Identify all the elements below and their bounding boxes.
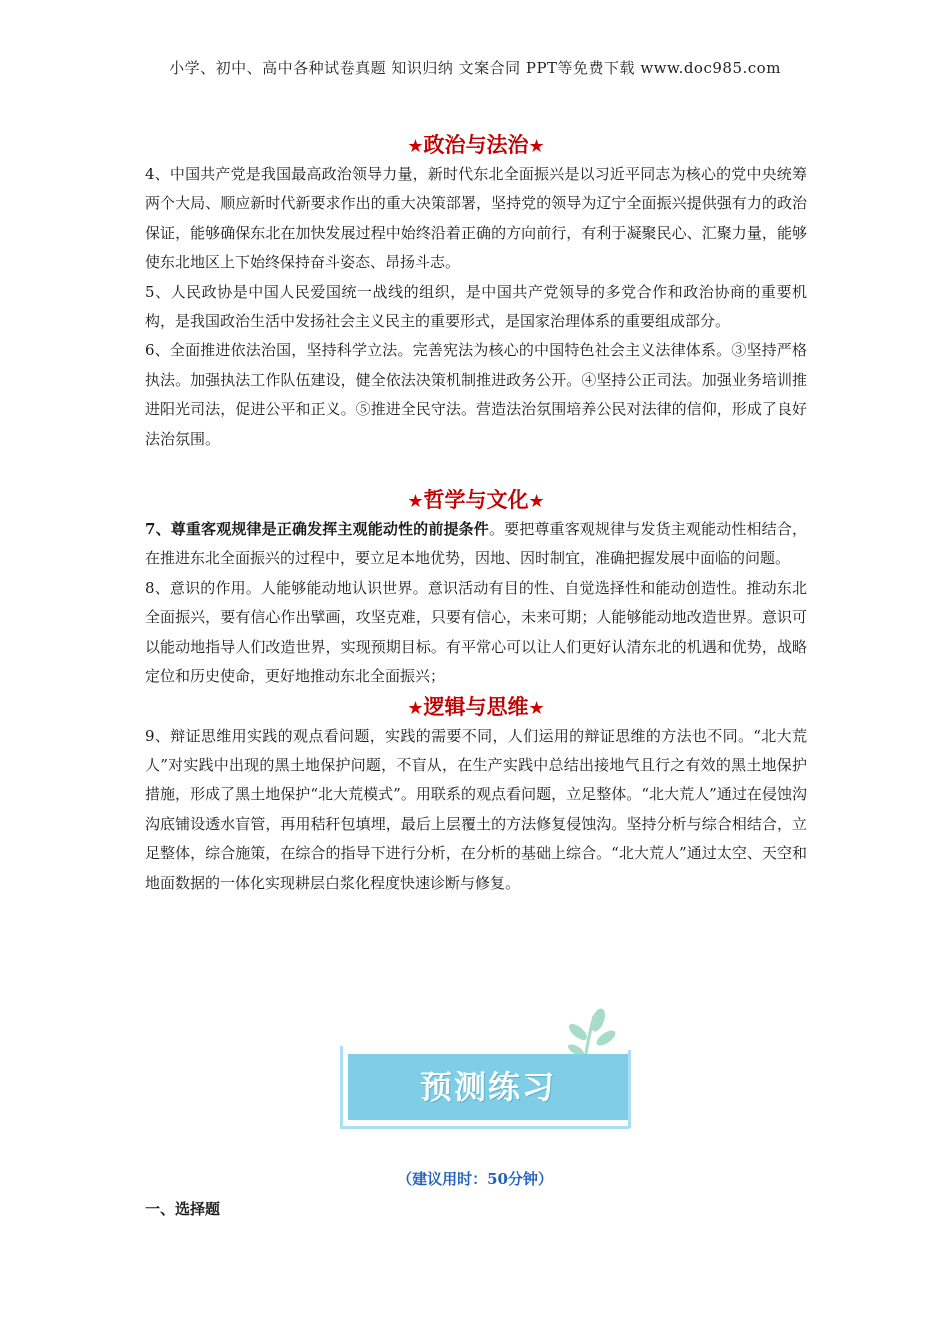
- list-item: 8、意识的作用。人能够能动地认识世界。意识活动有目的性、自觉选择性和能动创造性。推动东北全面振兴，要有信心作出擘画，攻坚克难，只要有信心，未来可期；人能够能动地改造世界。意识可以能动地指导人们改造世界，实现预期目标。有平常心可以让人们更好认清东北的机遇和优势，战略定位和历史使命，更好地推动东北全面振兴；: [145, 578, 807, 686]
- section-title-logic: ★逻辑与思维★: [407, 694, 545, 719]
- content: [145, 130, 807, 898]
- list-item: 7、尊重客观规律是正确发挥主观能动性的前提条件。要把尊重客观规律与发货主观能动性相结合，在推进东北全面振兴的过程中，要立足本地优势，因地、因时制宜，准确把握发展中面临的问题。: [145, 520, 807, 568]
- key-point: 7、尊重客观规律是正确发挥主观能动性的前提条件: [145, 520, 489, 539]
- section-title-politics: ★政治与法治★: [407, 133, 545, 157]
- list-item: 4、中国共产党是我国最高政治领导力量，新时代东北全面振兴是以习近平同志为核心的党中央统筹两个大局、顺应新时代新要求作出的重大决策部署，坚持党的领导为辽宁全面振兴提供强有力的政治保证，能够确保东北在加快发展过程中始终沿着正确的方向前行，有利于凝聚民心、汇聚力量，能够使东北地区上下始终保持奋斗姿态、昂扬斗志。: [145, 165, 807, 272]
- practice-banner: [336, 1008, 636, 1133]
- page-header: 小学、初中、高中各种试卷真题 知识归纳 文案合同 PPT等免费下载 www.doc985.com: [169, 59, 781, 77]
- list-item: 9、辩证思维用实践的观点看问题，实践的需要不同，人们运用的辩证思维的方法也不同。“北大荒人”对实践中出现的黑土地保护问题，不盲从，在生产实践中总结出接地气且行之有效的黑土地保护措施，形成了黑土地保护“北大荒模式”。用联系的观点看问题，立足整体。“北大荒人”通过在侵蚀沟沟底铺设透水盲管，再用秸秆包填埋，最后上层覆土的方法修复侵蚀沟。坚持分析与综合相结合，立足整体，综合施策，在综合的指导下进行分析，在分析的基础上综合。“北大荒人”通过太空、天空和地面数据的一体化实现耕层白浆化程度快速诊断与修复。: [145, 726, 807, 892]
- star-icon: ★: [528, 136, 545, 157]
- star-icon: ★: [528, 697, 545, 719]
- list-item: 6、全面推进依法治国，坚持科学立法。完善宪法为核心的中国特色社会主义法律体系。③坚持严格执法。加强执法工作队伍建设，健全依法决策机制推进政务公开。④坚持公正司法。加强业务培训推进阳光司法，促进公平和正义。⑤推进全民守法。营造法治氛围培养公民对法律的信仰，形成了良好法治氛围。: [145, 341, 807, 448]
- suggested-time: （建议用时：50分钟）: [397, 1170, 553, 1188]
- star-icon: ★: [407, 697, 424, 719]
- star-icon: ★: [407, 136, 424, 157]
- list-item: 5、人民政协是中国人民爱国统一战线的组织，是中国共产党领导的多党合作和政治协商的重要机构，是我国政治生活中发扬社会主义民主的重要形式，是国家治理体系的重要组成部分。: [145, 282, 807, 331]
- section-title-philosophy: ★哲学与文化★: [407, 488, 545, 513]
- banner-label: 预测练习: [419, 1068, 556, 1106]
- star-icon: ★: [407, 491, 424, 513]
- star-icon: ★: [528, 491, 545, 513]
- question-section-heading: 一、选择题: [145, 1200, 221, 1218]
